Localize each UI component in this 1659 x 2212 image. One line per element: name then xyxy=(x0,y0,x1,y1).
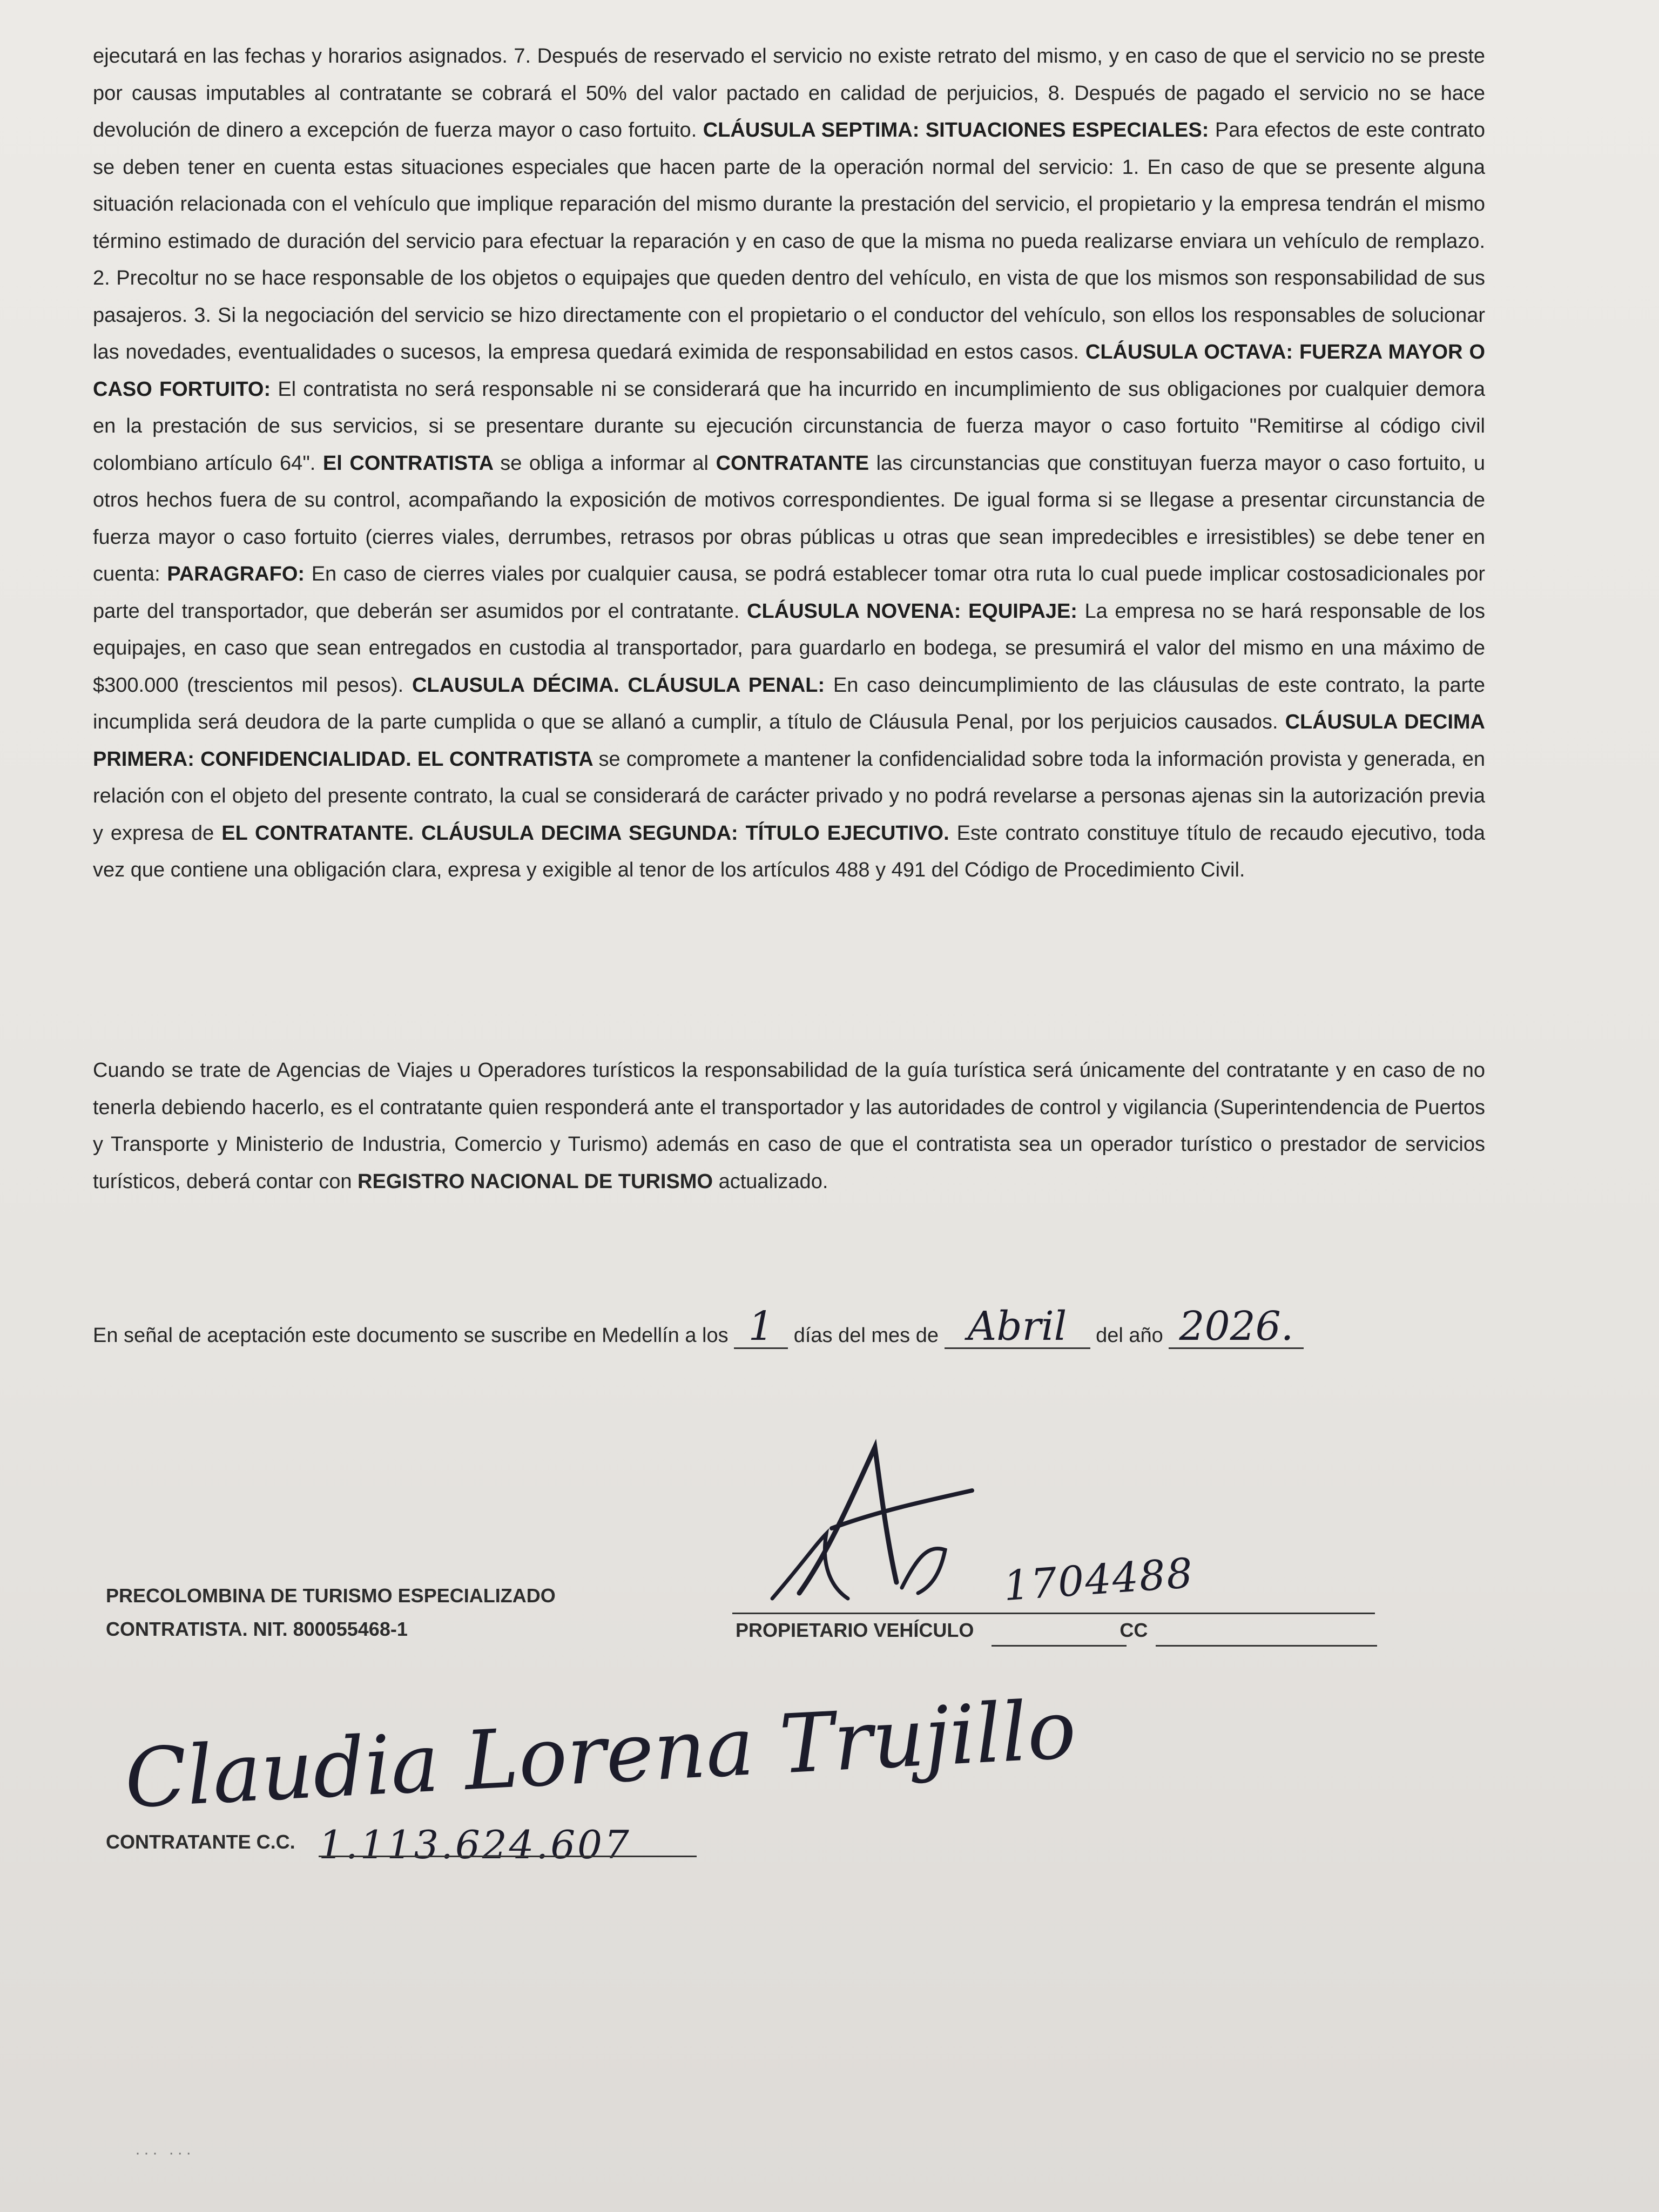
clause-12-text: Este contrato constituye título de recaudo ejecutivo, toda vez que contiene una obligación clara, expresa y exigible al tenor de los artículos 488 y 491 del Código de Procedimiento Civil. xyxy=(93,821,1485,881)
paragrafo-title: PARAGRAFO: xyxy=(167,563,312,585)
client-cc-handwritten: 1.113.624.607 xyxy=(319,1822,631,1867)
month-handwritten: Abril xyxy=(967,1303,1067,1350)
acceptance-prefix: En señal de aceptación este documento se suscribe en Medellín a los xyxy=(93,1324,734,1347)
owner-signature-line xyxy=(732,1613,1375,1614)
clause-10-title: CLAUSULA DÉCIMA. CLÁUSULA PENAL: xyxy=(412,673,833,697)
owner-cc-handwritten: 1704488 xyxy=(1002,1548,1196,1610)
clause-9-title: CLÁUSULA NOVENA: EQUIPAJE: xyxy=(747,599,1085,623)
contratista-term: El CONTRATISTA xyxy=(322,451,501,475)
clause-8-text: El contratista no será responsable ni se considerará que ha incurrido en incumplimiento de sus obligaciones por cualquier demora en la prestación de sus servicios, si se presentare durante su ejecución circunstancia de fuerza mayor o caso fortuito "Remitirse al código civil colombiano artículo 64". xyxy=(93,377,1485,475)
line-3: de pagado el servicio no se hace devolución de dinero a excepción de fuerza mayor o caso fortuito. xyxy=(93,82,1485,141)
faint-footer-marks: ··· ··· xyxy=(135,2144,195,2162)
day-handwritten: 1 xyxy=(748,1303,774,1350)
client-signature: Claudia Lorena Trujillo xyxy=(122,1682,1078,1826)
owner-signature xyxy=(767,1426,994,1620)
client-cc-underline xyxy=(319,1856,697,1857)
year-label: del año xyxy=(1096,1324,1169,1347)
clause-9-text: La empresa no se hará responsable de los equipajes, en caso que sean entregados en custodia al transportador, para guardarlo en bodega, se presumirá el valor del mismo en una máximo de $300.000 (trescientos mil pesos). xyxy=(93,599,1485,697)
para2-end: actualizado. xyxy=(718,1170,828,1193)
clause-8-text-b: se obliga a informar al xyxy=(500,451,716,475)
paragrafo-text: En caso de cierres viales por cualquier causa, se podrá establecer tomar otra ruta lo cual puede implicar costosadicionales por parte del transportador, que deberán ser asumidos por el contratante. xyxy=(93,563,1485,623)
client-label: CONTRATANTE C.C. xyxy=(106,1831,295,1853)
contract-body xyxy=(93,38,1485,889)
owner-label-text: PROPIETARIO VEHÍCULO xyxy=(736,1619,980,1641)
clause-10-text: En caso deincumplimiento de las cláusulas de este contrato, la parte incumplida será deudora de la parte cumplida o que se allanó a cumplir, a título de Cláusula Penal, por los perjuicios causados. xyxy=(93,673,1486,733)
clause-8-title: CLÁUSULA OCTAVA: FUERZA MAYOR O CASO FORTUITO: xyxy=(93,341,1485,401)
clause-12-title: EL CONTRATANTE. CLÁUSULA DECIMA SEGUNDA: TÍTULO EJECUTIVO. xyxy=(221,821,957,845)
contractor-nit: CONTRATISTA. NIT. 800055468-1 xyxy=(106,1618,408,1640)
line-1: ejecutará en las fechas y horarios asignados. 7. Después de reservado el servicio no existe retrato del mismo, y en caso de que el xyxy=(93,45,1296,68)
clause-8-text-c: las circunstancias que constituyan fuerza mayor o caso fortuito, u otros hechos fuera de su control, acompañando la exposición de motivos correspondientes. De igual forma si se llegase a presentar circunstancia de fuerza mayor o caso fortuito (cierres viales, derrumbes, retrasos por obras públicas u otras que sean impredecibles e irresistibles) se debe tener en cuenta: xyxy=(93,451,1485,585)
acceptance-mid: días del mes de xyxy=(793,1324,945,1347)
owner-name-underline xyxy=(992,1645,1127,1647)
acceptance-line xyxy=(93,1303,1551,1350)
clause-11-title: CLÁUSULA DECIMA PRIMERA: CONFIDENCIALIDAD. EL CONTRATISTA xyxy=(93,711,1485,771)
clause-7-text: Para efectos de este contrato se deben tener en cuenta estas situaciones especiales que hacen parte de la operación normal del servicio: 1. En caso de que se presente alguna situación relacionada con el vehículo que implique reparación del mismo durante la prestación del servicio, el propietario y la empresa tendrán el mismo término estimado de duración del servicio para efectuar la reparación y en caso de que la misma no pueda realizarse enviara un vehículo de remplazo. 2. Precoltur no se hace responsable de los objetos o equipajes que queden dentro del vehículo, en vista de que los mismos son responsabilidad de sus pasajeros. 3. Si la negociación del servicio se hizo directamente con el propietario o el conductor del vehículo, son ellos los responsables de solucionar las novedades, eventualidades o sucesos, la empresa quedará eximida de responsabilidad en estos casos. xyxy=(93,119,1485,363)
day-field xyxy=(734,1303,788,1350)
year-handwritten: 2026. xyxy=(1179,1303,1294,1350)
year-field xyxy=(1169,1303,1304,1350)
contractor-block xyxy=(106,1579,556,1646)
travel-agency-paragraph xyxy=(93,1052,1485,1200)
para2-text: Cuando se trate de Agencias de Viajes u Operadores turísticos la responsabilidad de la guía turística será únicamente del contratante y en caso de no tenerla debiendo hacerlo, es el contratante quien responderá ante el transportador y las autoridades de control y vigilancia (Superintendencia de Puertos y Transporte y Ministerio de Industria, Comercio y Turismo) además en caso de que el contratista sea un operador turístico o prestador de servicios turísticos, deberá contar con xyxy=(93,1059,1485,1193)
owner-label xyxy=(736,1619,1148,1642)
clause-11-text: se compromete a mantener la confidencialidad sobre toda la información provista y generada, en relación con el objeto del presente contrato, la cual se considerará de carácter privado y no podrá revelarse a personas ajenas sin la autorización previa y expresa de xyxy=(93,747,1485,845)
contratante-term: CONTRATANTE xyxy=(716,451,876,475)
contract-clauses xyxy=(93,38,1485,889)
line-2: servicio no se preste por causas imputables al contratante se cobrará el 50% del valor pactado en calidad de perjuicios, 8. Después xyxy=(93,45,1486,105)
owner-cc-label: CC xyxy=(1120,1619,1148,1641)
month-field xyxy=(945,1303,1090,1350)
registro-nacional-term: REGISTRO NACIONAL DE TURISMO xyxy=(358,1170,719,1193)
owner-cc-underline xyxy=(1156,1645,1377,1647)
contractor-name: PRECOLOMBINA DE TURISMO ESPECIALIZADO xyxy=(106,1584,556,1607)
clause-7-title: CLÁUSULA SEPTIMA: SITUACIONES ESPECIALES: xyxy=(703,119,1215,141)
